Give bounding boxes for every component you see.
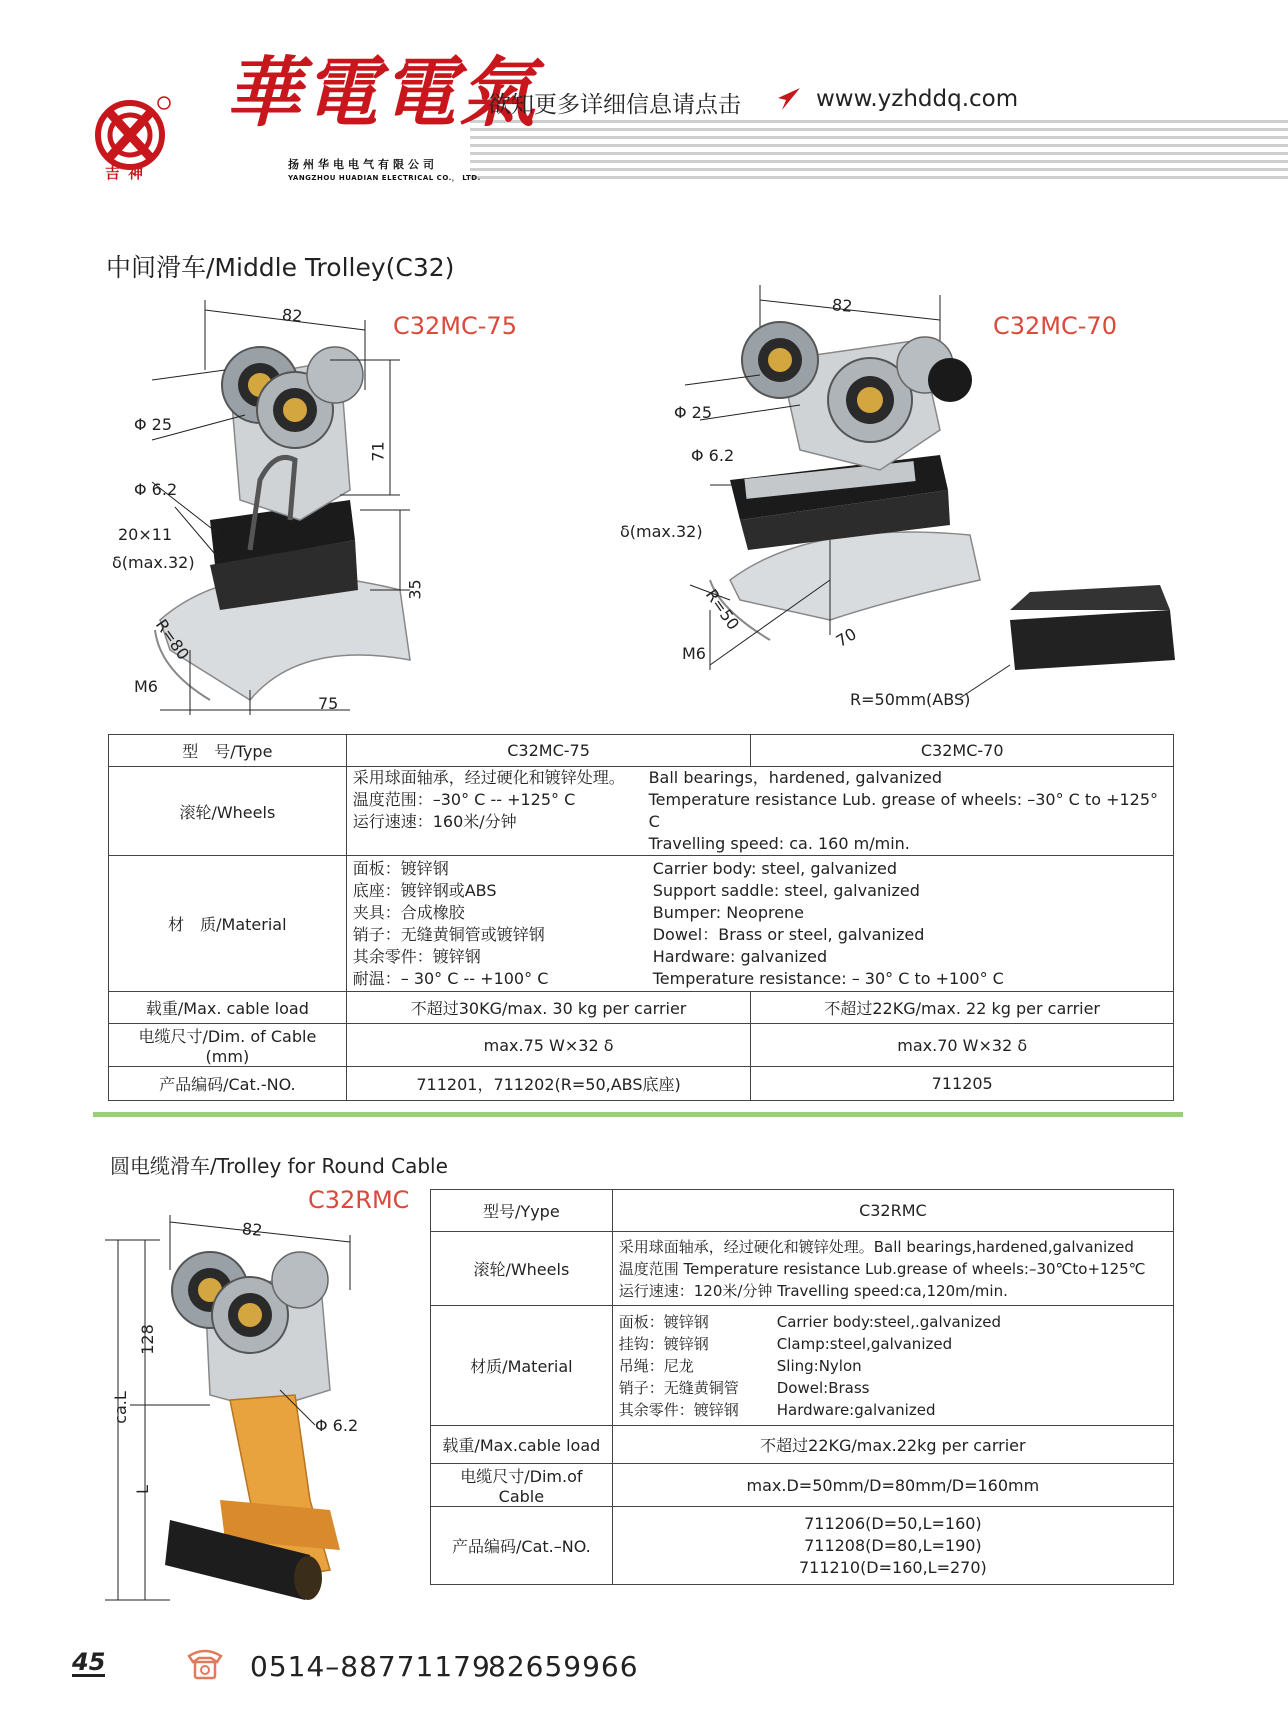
rmc-material-label: 材质/Material <box>431 1306 613 1426</box>
rmc-material-spec <box>612 1306 1173 1426</box>
dim-height-rmc: 128 <box>137 1324 157 1355</box>
rmc-load-label: 载重/Max.cable load <box>431 1426 613 1464</box>
dim-delta-70: δ(max.32) <box>620 522 703 541</box>
company-name-en: YANGZHOU HUADIAN ELECTRICAL CO.， LTD. <box>288 174 481 182</box>
load-b: 不超过22KG/max. 22 kg per carrier <box>751 992 1174 1024</box>
cat-a: 711201，711202(R=50,ABS底座) <box>346 1067 751 1101</box>
material-en-line: Dowel：Brass or steel, galvanized <box>652 924 925 944</box>
rmc-wheels-label: 滚轮/Wheels <box>431 1232 613 1306</box>
telephone-icon <box>185 1646 225 1682</box>
wheels-en-line: Temperature resistance Lub. grease of wheels: –30° C to +125° C <box>648 790 1159 831</box>
rmc-cat-line: 711210(D=160,L=270) <box>798 1557 987 1577</box>
abs-base-note: R=50mm(ABS) <box>850 690 971 709</box>
rmc-type-val: C32RMC <box>612 1190 1173 1232</box>
wheels-en-line: Ball bearings，hardened, galvanized <box>648 768 943 787</box>
type-label: 型 号/Type <box>109 735 347 767</box>
dim-slot: 20×11 <box>118 525 173 544</box>
rmc-dim-val: max.D=50mm/D=80mm/D=160mm <box>612 1464 1173 1507</box>
dim-base: 75 <box>318 694 339 713</box>
rmc-cat-values <box>612 1507 1173 1585</box>
rmc-material-en-line: Carrier body:steel,.galvanized <box>776 1312 1001 1331</box>
rmc-material-en-line: Hardware:galvanized <box>776 1400 936 1419</box>
dim-l-rmc: L <box>132 1485 152 1494</box>
rmc-material-cn-line: 挂钩：镀锌钢 <box>618 1334 709 1353</box>
material-en-line: Support saddle: steel, galvanized <box>652 880 920 900</box>
company-name-cn: 扬州华电电气有限公司 <box>288 158 438 171</box>
rmc-wheels-line: 采用球面轴承，经过硬化和镀锌处理。Ball bearings,hardened,galvanized <box>618 1237 1134 1256</box>
dim-b: max.70 W×32 δ <box>751 1024 1174 1067</box>
rmc-cat-line: 711208(D=80,L=190) <box>804 1535 982 1555</box>
dim-bolt: M6 <box>134 677 158 696</box>
info-text: 欲知更多详细信息请点击 <box>488 92 741 118</box>
dim-label: 电缆尺寸/Dim. of Cable (mm) <box>109 1024 347 1067</box>
model-label-c32rmc: C32RMC <box>308 1186 410 1214</box>
material-cn-line: 底座：镀锌钢或ABS <box>352 880 497 900</box>
logo-subtitle: 吉神 <box>104 164 151 182</box>
type-a: C32MC-75 <box>346 735 751 767</box>
wheels-cn-line: 采用球面轴承，经过硬化和镀锌处理。 <box>352 768 625 787</box>
dim-radius: R=80 <box>151 615 194 664</box>
material-en-line: Carrier body: steel, galvanized <box>652 858 897 878</box>
material-en-line: Bumper: Neoprene <box>652 902 805 922</box>
material-cn-line: 夹具：合成橡胶 <box>352 902 465 922</box>
rmc-material-cn-line: 面板：镀锌钢 <box>618 1312 709 1331</box>
model-label-c32mc-75: C32MC-75 <box>393 312 517 340</box>
material-cn-line: 其余零件：镀锌钢 <box>352 946 481 966</box>
rmc-wheels-line: 运行速速：120米/分钟 Travelling speed:ca,120m/min. <box>618 1281 1008 1300</box>
rmc-load-val: 不超过22KG/max.22kg per carrier <box>612 1426 1173 1464</box>
dim-width: 82 <box>281 305 304 326</box>
rmc-material-en-line: Clamp:steel,galvanized <box>776 1334 953 1353</box>
material-en-line: Hardware: galvanized <box>652 946 828 966</box>
dim-a: max.75 W×32 δ <box>346 1024 751 1067</box>
cat-b: 711205 <box>751 1067 1174 1101</box>
rmc-dim-label: 电缆尺寸/Dim.of Cable <box>431 1464 613 1507</box>
trolley-c32mc-70-drawing <box>630 280 1190 720</box>
rmc-wheels-spec <box>612 1232 1173 1306</box>
dim-width-70: 82 <box>831 295 854 316</box>
rmc-material-cn-line: 销子：无缝黄铜管 <box>618 1378 739 1397</box>
wheels-cn-line: 运行速速：160米/分钟 <box>352 812 517 831</box>
cat-label: 产品编码/Cat.-NO. <box>109 1067 347 1101</box>
material-label: 材 质/Material <box>109 856 347 992</box>
dim-bolt-70: M6 <box>682 644 706 663</box>
cursor-arrow-icon <box>776 86 802 112</box>
brand-name: 華電電氣 <box>225 48 537 137</box>
dim-hole-70: Φ 6.2 <box>691 446 735 465</box>
type-b: C32MC-70 <box>751 735 1174 767</box>
dim-saddle: 35 <box>405 579 425 600</box>
rmc-cat-line: 711206(D=50,L=160) <box>804 1513 982 1533</box>
load-label: 载重/Max. cable load <box>109 992 347 1024</box>
material-cn-line: 销子：无缝黄铜管或镀锌钢 <box>352 924 545 944</box>
material-en-line: Temperature resistance: – 30° C to +100° C <box>652 968 1004 988</box>
section-divider <box>93 1112 1183 1117</box>
dim-hole: Φ 6.2 <box>134 480 178 499</box>
section-title-middle-trolley: 中间滑车/Middle Trolley(C32) <box>106 253 455 282</box>
material-cn-line: 耐温：– 30° C -- +100° C <box>352 968 549 988</box>
material-cn-line: 面板：镀锌钢 <box>352 858 449 878</box>
dim-cal-rmc: ca.L <box>110 1391 130 1424</box>
wheels-label: 滚轮/Wheels <box>109 767 347 856</box>
material-spec <box>346 856 1173 992</box>
phone-number-2: 82659966 <box>488 1650 639 1683</box>
trolley-c32mc-75-drawing <box>100 290 460 720</box>
dim-width-rmc: 82 <box>241 1219 264 1240</box>
rmc-wheels-line: 温度范围 Temperature resistance Lub.grease of wheels:–30℃to+125℃ <box>618 1259 1146 1278</box>
header-stripes <box>470 120 1288 182</box>
wheels-cn-line: 温度范围：–30° C -- +125° C <box>352 790 576 809</box>
dim-wheel-dia: Φ 25 <box>134 415 173 434</box>
section-title-round-cable: 圆电缆滑车/Trolley for Round Cable <box>110 1154 448 1178</box>
load-a: 不超过30KG/max. 30 kg per carrier <box>346 992 751 1024</box>
phone-number-1: 0514–88771179 <box>250 1650 491 1683</box>
rmc-type-label: 型号/Yype <box>431 1190 613 1232</box>
rmc-material-cn-line: 其余零件：镀锌钢 <box>618 1400 739 1419</box>
trolley-c32rmc-drawing <box>100 1210 420 1610</box>
dim-delta: δ(max.32) <box>112 553 195 572</box>
model-label-c32mc-70: C32MC-70 <box>993 312 1117 340</box>
dim-height: 71 <box>368 441 388 462</box>
page-number: 45 <box>72 1648 106 1676</box>
dim-radius-70: R=50 <box>701 585 744 634</box>
rmc-cat-label: 产品编码/Cat.–NO. <box>431 1507 613 1585</box>
spec-table-middle-trolley <box>108 734 1174 1101</box>
wheels-spec <box>346 767 1173 856</box>
dim-wheel-dia-70: Φ 25 <box>674 403 713 422</box>
website-link[interactable]: www.yzhddq.com <box>816 86 1019 112</box>
rmc-material-en-line: Sling:Nylon <box>776 1356 862 1375</box>
dim-base-70: 70 <box>832 624 860 651</box>
spec-table-round-cable <box>430 1189 1174 1585</box>
dim-hole-rmc: Φ 6.2 <box>315 1416 359 1435</box>
wheels-en-line: Travelling speed: ca. 160 m/min. <box>648 834 910 853</box>
rmc-material-en-line: Dowel:Brass <box>776 1378 870 1397</box>
rmc-material-cn-line: 吊绳：尼龙 <box>618 1356 694 1375</box>
